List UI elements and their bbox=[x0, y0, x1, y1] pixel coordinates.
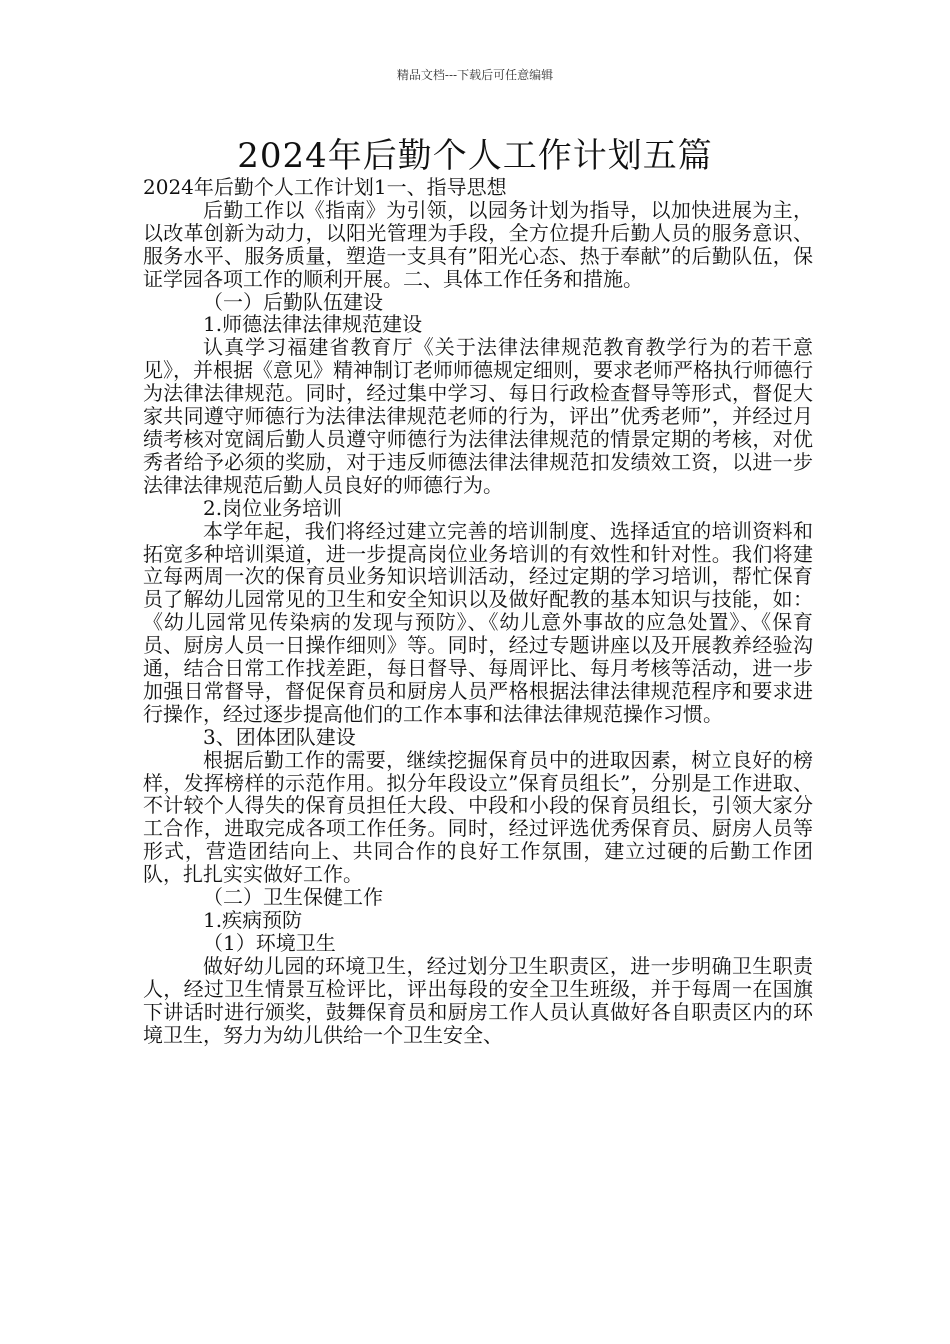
paragraph: 后勤工作以《指南》为引领，以园务计划为指导，以加快进展为主，以改革创新为动力，以阳光管理为手段，全方位提升后勤人员的服务意识、服务水平、服务质量，塑造一支具有”阳光心态、热于奉献”的后勤队伍，保证学园各项工作的顺利开展。二、具体工作任务和措施。 bbox=[143, 197, 813, 291]
section-heading: 1.疾病预防 bbox=[203, 908, 303, 932]
paragraph: 做好幼儿园的环境卫生，经过划分卫生职责区，进一步明确卫生职责人，经过卫生情景互检评比，评出每段的安全卫生班级，并于每周一在国旗下讲话时进行颁奖，鼓舞保育员和厨房工作人员认真做好各自职责区内的环境卫生，努力为幼儿供给一个卫生安全、 bbox=[143, 953, 813, 1047]
section-heading: 3、团体团队建设 bbox=[203, 724, 356, 749]
section-heading: 2.岗位业务培训 bbox=[203, 495, 343, 520]
header-note: 精品文档---下载后可任意编辑 bbox=[396, 68, 554, 82]
document-title: 2024年后勤个人工作计划五篇 bbox=[237, 136, 713, 176]
section-heading: （一）后勤队伍建设 bbox=[203, 289, 383, 314]
document-body bbox=[143, 176, 813, 1046]
paragraph: 认真学习福建省教育厅《关于法律法律规范教育教学行为的若干意见》，并根据《意见》精神制订老师师德规定细则，要求老师严格执行师德行为法律法律规范。同时，经过集中学习、每日行政检查督导等形式，督促大家共同遵守师德行为法律法律规范老师的行为，评出”优秀老师”，并经过月绩考核对宽阔后勤人员遵守师德行为法律法律规范的情景定期的考核，对优秀者给予必须的奖励，对于违反师德法律法律规范扣发绩效工资，以进一步法律法律规范后勤人员良好的师德行为。 bbox=[143, 335, 813, 497]
paragraph: 根据后勤工作的需要，继续挖掘保育员中的进取因素，树立良好的榜样，发挥榜样的示范作用。拟分年段设立”保育员组长”，分别是工作进取、不计较个人得失的保育员担任大段、中段和小段的保育员组长，引领大家分工合作，进取完成各项工作任务。同时，经过评选优秀保育员、厨房人员等形式，营造团结向上、共同合作的良好工作氛围，建立过硬的后勤工作团队，扎扎实实做好工作。 bbox=[143, 747, 813, 887]
paragraph: 2024年后勤个人工作计划1一、指导思想 bbox=[143, 175, 507, 199]
section-heading: （二）卫生保健工作 bbox=[203, 885, 383, 910]
section-heading: 1.师德法律法律规范建设 bbox=[203, 312, 423, 337]
section-heading: （1）环境卫生 bbox=[203, 930, 336, 955]
paragraph: 本学年起，我们将经过建立完善的培训制度、选择适宜的培训资料和拓宽多种培训渠道，进一步提高岗位业务培训的有效性和针对性。我们将建立每两周一次的保育员业务知识培训活动，经过定期的学习培训，帮忙保育员了解幼儿园常见的卫生和安全知识以及做好配教的基本知识与技能，如：《幼儿园常见传染病的发现与预防》、《幼儿意外事故的应急处置》、《保育员、厨房人员一日操作细则》等。同时，经过专题讲座以及开展教养经验沟通，结合日常工作找差距，每日督导、每周评比、每月考核等活动，进一步加强日常督导，督促保育员和厨房人员严格根据法律法律规范程序和要求进行操作，经过逐步提高他们的工作本事和法律法律规范操作习惯。 bbox=[143, 518, 813, 726]
